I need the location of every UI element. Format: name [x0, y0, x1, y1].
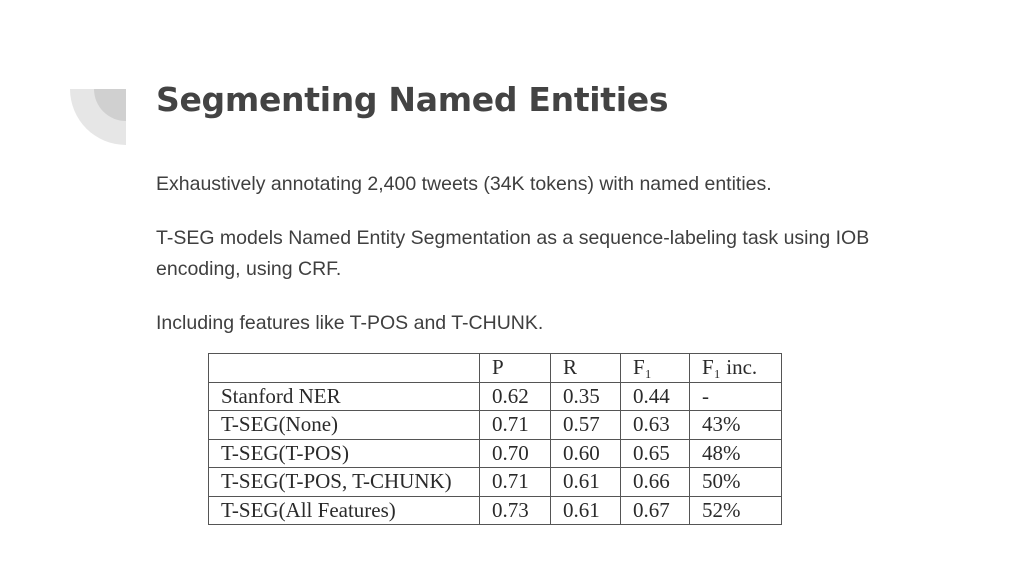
precision-cell: 0.71: [480, 411, 551, 440]
system-cell: T-SEG(None): [209, 411, 480, 440]
header-cell-system: [209, 354, 480, 383]
f1-cell: 0.44: [621, 382, 690, 411]
results-table: [208, 353, 782, 525]
table-row: [209, 496, 782, 525]
table-row: [209, 411, 782, 440]
recall-cell: 0.61: [551, 468, 621, 497]
corner-decoration-icon: [70, 89, 126, 145]
table-row: [209, 382, 782, 411]
recall-cell: 0.60: [551, 439, 621, 468]
recall-cell: 0.61: [551, 496, 621, 525]
f1-increase-cell: 52%: [690, 496, 782, 525]
header-cell-precision: P: [480, 354, 551, 383]
precision-cell: 0.71: [480, 468, 551, 497]
f1-increase-cell: 43%: [690, 411, 782, 440]
precision-cell: 0.62: [480, 382, 551, 411]
f1-increase-cell: 48%: [690, 439, 782, 468]
f1-cell: 0.66: [621, 468, 690, 497]
system-cell: T-SEG(T-POS): [209, 439, 480, 468]
paragraph-annotation: Exhaustively annotating 2,400 tweets (34K tokens) with named entities.: [156, 173, 772, 195]
system-cell: Stanford NER: [209, 382, 480, 411]
precision-cell: 0.70: [480, 439, 551, 468]
f1-increase-cell: 50%: [690, 468, 782, 497]
paragraph-features: Including features like T-POS and T-CHUNK.: [156, 312, 544, 334]
recall-cell: 0.57: [551, 411, 621, 440]
header-cell-f1-increase: F₁ inc.: [690, 354, 782, 383]
header-cell-recall: R: [551, 354, 621, 383]
f1-increase-cell: -: [690, 382, 782, 411]
header-cell-f1: F₁: [621, 354, 690, 383]
table-row: [209, 468, 782, 497]
table-header-row: [209, 354, 782, 383]
f1-cell: 0.65: [621, 439, 690, 468]
paragraph-tseg-model: T-SEG models Named Entity Segmentation as a sequence-labeling task using IOB encoding, using CRF.: [156, 227, 870, 280]
precision-cell: 0.73: [480, 496, 551, 525]
recall-cell: 0.35: [551, 382, 621, 411]
system-cell: T-SEG(T-POS, T-CHUNK): [209, 468, 480, 497]
table-row: [209, 439, 782, 468]
f1-cell: 0.67: [621, 496, 690, 525]
f1-cell: 0.63: [621, 411, 690, 440]
system-cell: T-SEG(All Features): [209, 496, 480, 525]
slide-title: Segmenting Named Entities: [156, 80, 669, 119]
